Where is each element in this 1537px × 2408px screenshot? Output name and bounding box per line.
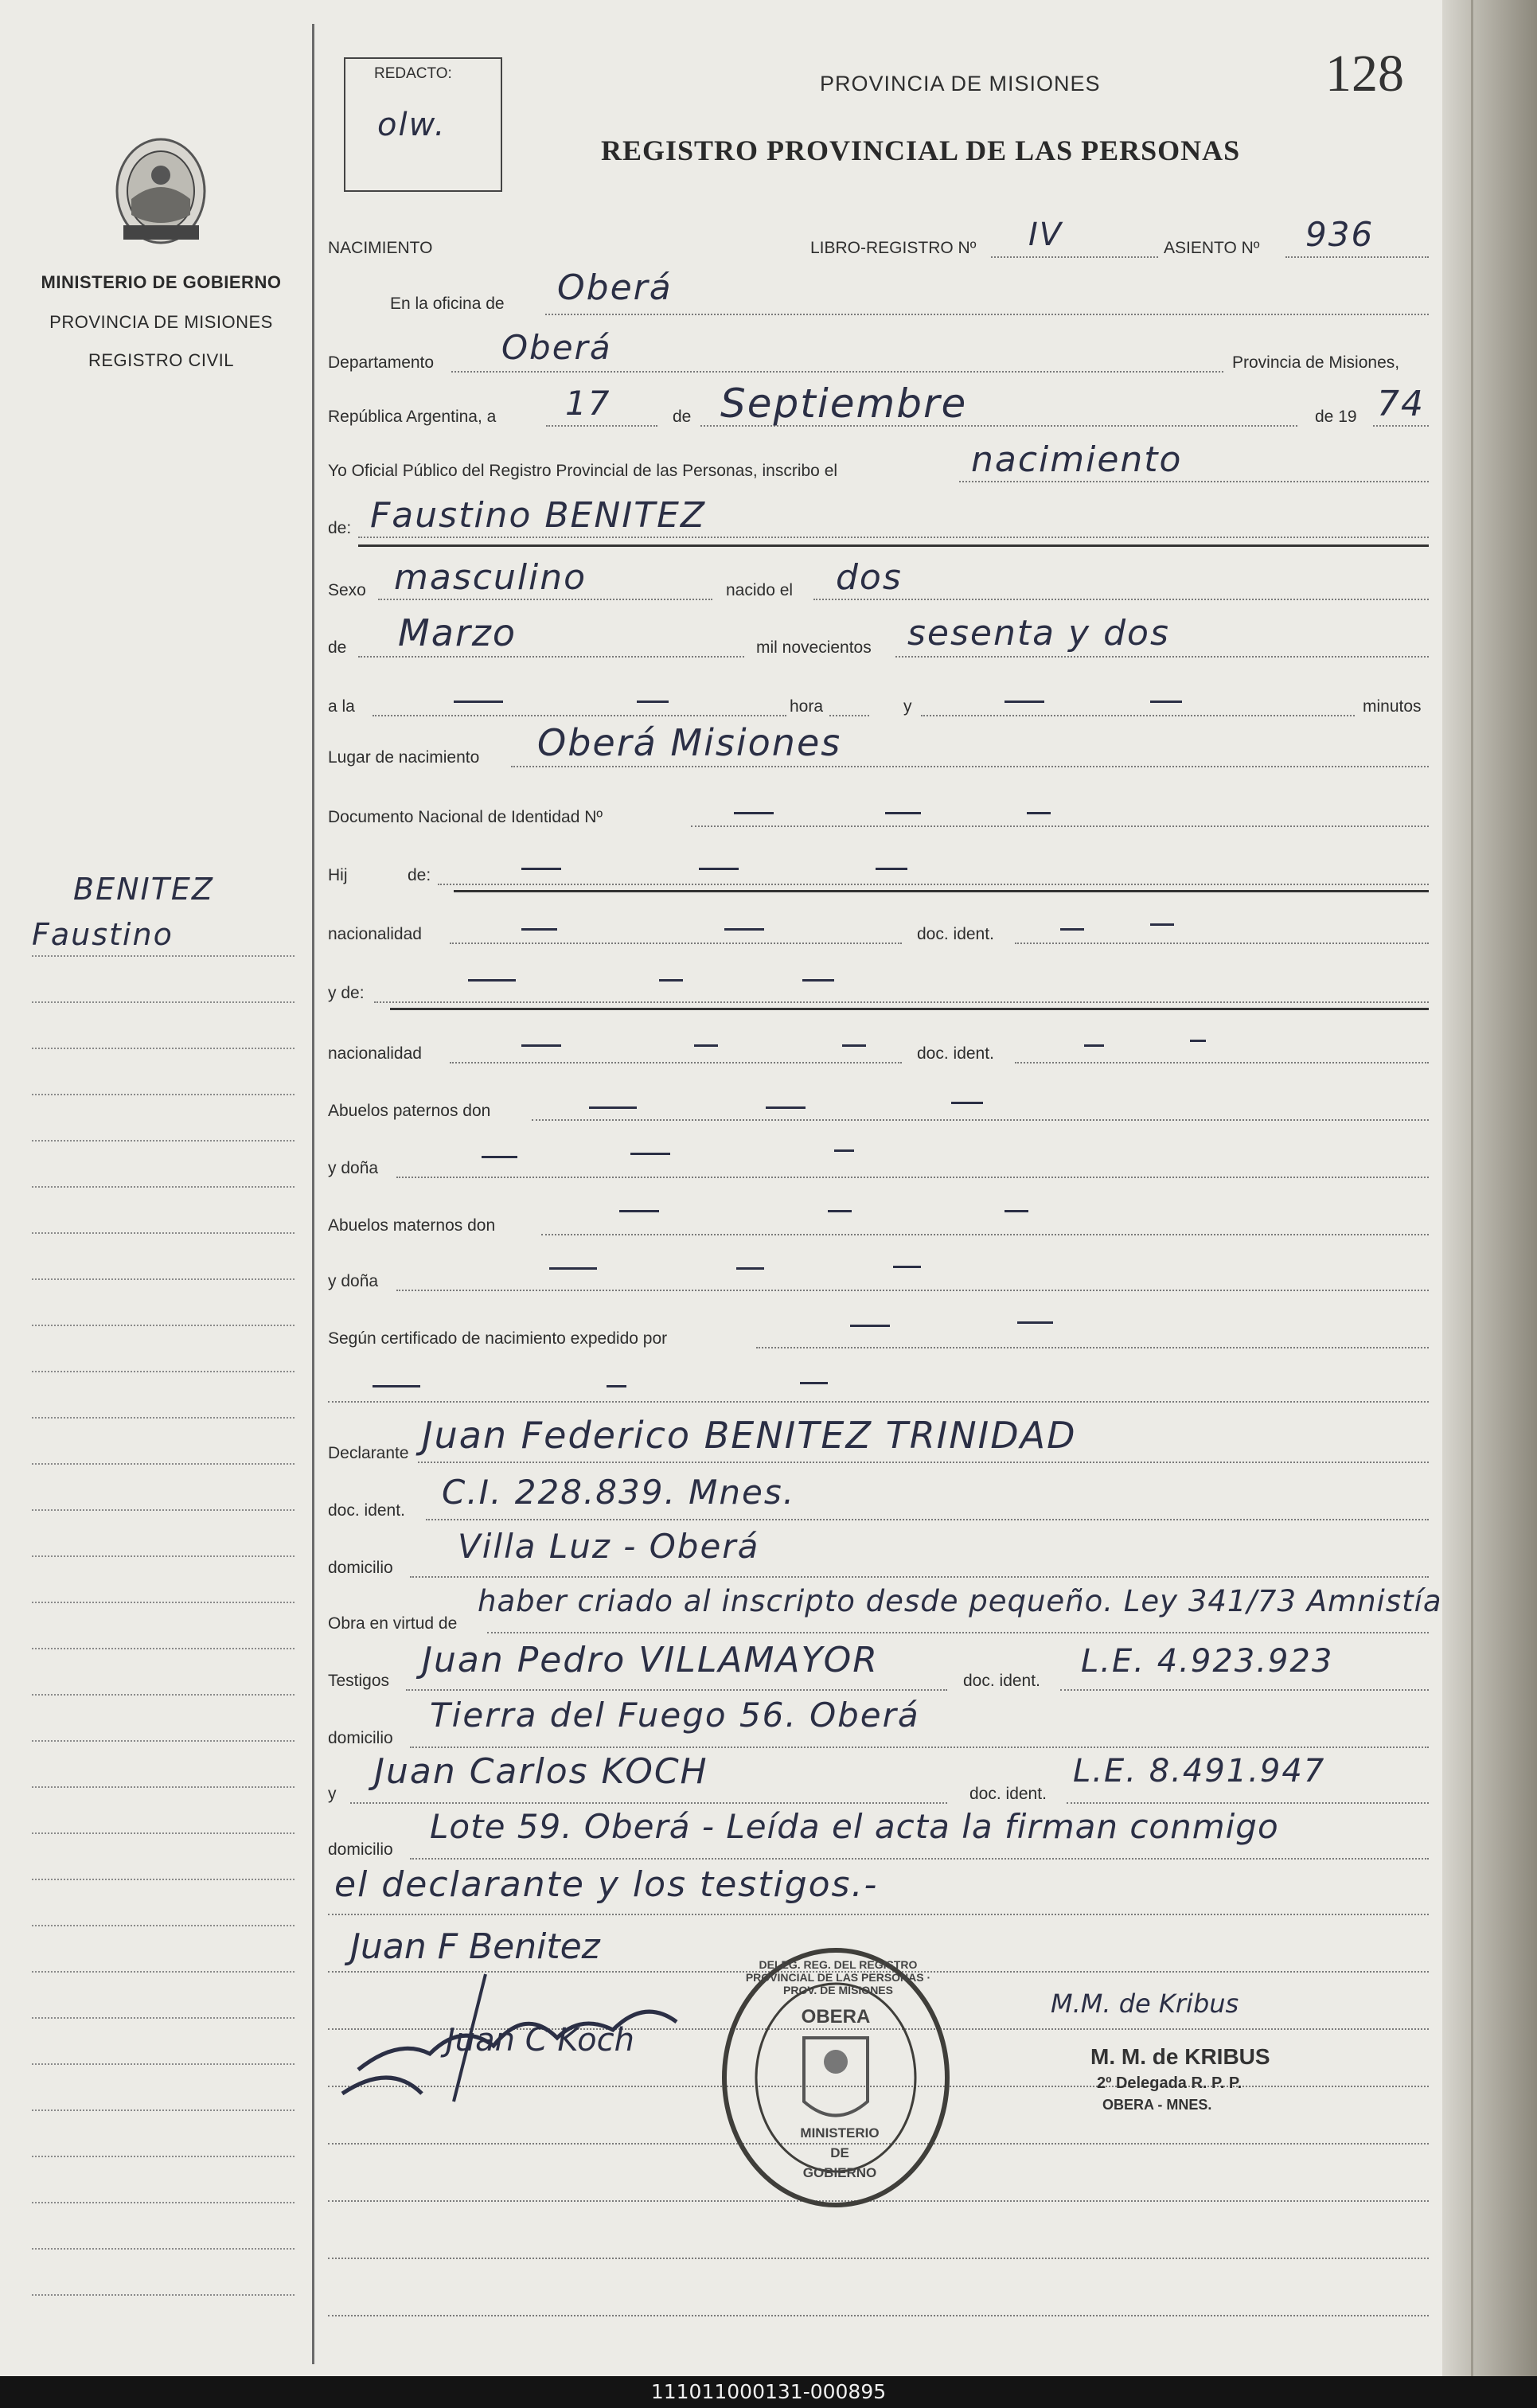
y-dona2-label: y doña bbox=[328, 1272, 379, 1290]
margin-line bbox=[32, 1832, 295, 1834]
mes-nac-line bbox=[358, 656, 744, 658]
doc-ident4-label: doc. ident. bbox=[963, 1672, 1040, 1690]
yde-dotted-line bbox=[374, 1001, 1429, 1003]
libro-label: LIBRO-REGISTRO Nº bbox=[810, 239, 977, 257]
doc-ident3-label: doc. ident. bbox=[328, 1501, 405, 1520]
mes-nac-value: Marzo bbox=[398, 611, 517, 654]
mes-value: Septiembre bbox=[720, 381, 968, 427]
blank-dash bbox=[834, 1149, 854, 1152]
margin-line bbox=[32, 1371, 295, 1372]
blank-dash bbox=[1005, 701, 1044, 703]
blank-dash bbox=[521, 928, 557, 931]
dni-line bbox=[691, 825, 1429, 827]
y2-label: y bbox=[328, 1785, 337, 1803]
blank-dash bbox=[885, 812, 921, 814]
declarante-doc: C.I. 228.839. Mnes. bbox=[442, 1473, 796, 1512]
margin-line bbox=[32, 1509, 295, 1511]
blank-dash bbox=[842, 1044, 866, 1047]
margin-line bbox=[32, 1140, 295, 1142]
margin-line bbox=[32, 1648, 295, 1649]
signature-line bbox=[328, 2315, 1429, 2316]
domicilio2-label: domicilio bbox=[328, 1729, 393, 1747]
margin-line bbox=[32, 1325, 295, 1326]
inscribo-value: nacimiento bbox=[971, 439, 1183, 480]
declarante-signature: Juan F Benitez bbox=[350, 1926, 600, 1967]
blank-dash bbox=[1060, 928, 1084, 931]
doc-ident5-label: doc. ident. bbox=[969, 1785, 1047, 1803]
testigo1-domicilio: Tierra del Fuego 56. Oberá bbox=[430, 1696, 920, 1735]
margin-line bbox=[32, 2017, 295, 2019]
blank-dash bbox=[373, 1385, 420, 1387]
margin-name: Faustino bbox=[32, 917, 174, 952]
blank-dash bbox=[454, 701, 503, 703]
redacto-box bbox=[344, 57, 502, 192]
redacto-initials: olw. bbox=[377, 107, 447, 143]
a-la-line bbox=[373, 715, 786, 716]
hora-label: hora bbox=[790, 697, 824, 716]
testigo1-doc-line bbox=[1060, 1689, 1429, 1691]
testigo2-doc: L.E. 8.491.947 bbox=[1073, 1753, 1326, 1789]
blank-dash bbox=[468, 979, 516, 982]
segun-line-2 bbox=[328, 1401, 1429, 1403]
sexo-value: masculino bbox=[394, 557, 587, 598]
nombre-value: Faustino BENITEZ bbox=[370, 495, 707, 536]
doc-ident-line bbox=[1015, 943, 1429, 944]
margin-line bbox=[32, 1417, 295, 1419]
doc-ident2-label: doc. ident. bbox=[917, 1044, 994, 1063]
margin-line bbox=[32, 1094, 295, 1095]
blank-dash bbox=[699, 868, 739, 870]
margin-line bbox=[32, 1786, 295, 1788]
blank-dash bbox=[802, 979, 834, 982]
oficina-label: En la oficina de bbox=[390, 295, 505, 313]
blank-dash bbox=[893, 1266, 921, 1268]
dia-line bbox=[546, 425, 657, 427]
blank-dash bbox=[734, 812, 774, 814]
blank-dash bbox=[1150, 923, 1174, 926]
blank-dash bbox=[619, 1210, 659, 1212]
declarante-value: Juan Federico BENITEZ TRINIDAD bbox=[422, 1414, 1077, 1457]
departamento-line bbox=[451, 371, 1223, 373]
a-la-label: a la bbox=[328, 697, 355, 716]
obra-value: haber criado al inscripto desde pequeño. Ley 341/73 Amnistía bbox=[478, 1584, 1442, 1618]
de3-label: de bbox=[328, 638, 347, 657]
minutos-label: minutos bbox=[1363, 697, 1422, 716]
margin-line bbox=[32, 2156, 295, 2157]
domicilio3-label: domicilio bbox=[328, 1840, 393, 1859]
anio-nac-line bbox=[895, 656, 1429, 658]
declarante-label: Declarante bbox=[328, 1444, 409, 1462]
doc-ident2-line bbox=[1015, 1062, 1429, 1064]
archive-code: 111011000131-000895 bbox=[0, 2376, 1537, 2408]
dni-label: Documento Nacional de Identidad Nº bbox=[328, 808, 603, 826]
witness-signature: Juan C Koch bbox=[446, 2022, 634, 2059]
oficina-line bbox=[545, 314, 1429, 315]
ministry-label: MINISTERIO DE GOBIERNO bbox=[41, 272, 282, 292]
provincia-suffix: Provincia de Misiones, bbox=[1232, 353, 1400, 372]
margin-line bbox=[32, 2063, 295, 2065]
blank-dash bbox=[630, 1153, 670, 1155]
blank-dash bbox=[607, 1385, 626, 1387]
testigos-label: Testigos bbox=[328, 1672, 390, 1690]
margin-line bbox=[32, 1463, 295, 1465]
anio-prefix: de 19 bbox=[1315, 408, 1357, 426]
closing-line bbox=[328, 1914, 1429, 1915]
y-dona2-line bbox=[396, 1290, 1429, 1291]
blank-dash bbox=[1084, 1044, 1104, 1047]
margin-line bbox=[32, 2202, 295, 2203]
nacido-value: dos bbox=[836, 557, 903, 598]
blank-dash bbox=[766, 1106, 806, 1109]
blank-dash bbox=[589, 1106, 637, 1109]
oficina-value: Oberá bbox=[557, 267, 673, 308]
declarante-line bbox=[418, 1462, 1429, 1463]
blank-dash bbox=[736, 1267, 764, 1270]
header-province: PROVINCIA DE MISIONES bbox=[820, 72, 1101, 96]
yo-oficial-label: Yo Oficial Público del Registro Provincial de las Personas, inscribo el bbox=[328, 462, 838, 480]
anio-value: 74 bbox=[1377, 384, 1425, 424]
de-label: de bbox=[673, 408, 692, 426]
inscribo-line bbox=[959, 481, 1429, 482]
declarante-domicilio: Villa Luz - Oberá bbox=[458, 1527, 760, 1566]
margin-line bbox=[32, 1048, 295, 1049]
margin-line bbox=[32, 1001, 295, 1003]
blank-dash bbox=[800, 1382, 828, 1384]
mil-label: mil novecientos bbox=[756, 638, 872, 657]
margin-line bbox=[32, 2109, 295, 2111]
blank-dash bbox=[694, 1044, 718, 1047]
nombre-dotted-line bbox=[358, 537, 1429, 538]
hij-solid-line bbox=[454, 890, 1429, 892]
lugar-label: Lugar de nacimiento bbox=[328, 748, 480, 767]
blank-dash bbox=[828, 1210, 852, 1212]
asiento-label: ASIENTO Nº bbox=[1164, 239, 1260, 257]
nacionalidad-line bbox=[450, 943, 902, 944]
blank-dash bbox=[482, 1156, 517, 1158]
province-label: PROVINCIA DE MISIONES bbox=[49, 312, 273, 332]
declarante-doc-line bbox=[426, 1519, 1429, 1520]
margin-line bbox=[32, 1740, 295, 1742]
stamp-top-text: OBERA bbox=[801, 2006, 871, 2027]
segun-line bbox=[756, 1347, 1429, 1348]
page-number: 128 bbox=[1325, 45, 1404, 103]
margin-divider bbox=[312, 24, 314, 2364]
margin-line bbox=[32, 1278, 295, 1280]
y-dona-label: y doña bbox=[328, 1159, 379, 1177]
margin-line bbox=[32, 2294, 295, 2296]
blank-dash bbox=[876, 868, 907, 870]
blank-dash bbox=[659, 979, 683, 982]
hora-line bbox=[829, 715, 869, 716]
y-line bbox=[921, 715, 1355, 716]
margin-line bbox=[32, 1602, 295, 1603]
blank-dash bbox=[521, 1044, 561, 1047]
provincial-coat-of-arms-icon bbox=[107, 131, 215, 251]
testigo2-value: Juan Carlos KOCH bbox=[374, 1751, 708, 1792]
testigo2-domicilio-line bbox=[410, 1858, 1429, 1860]
sexo-label: Sexo bbox=[328, 581, 366, 599]
margin-line bbox=[32, 1186, 295, 1188]
margin-line bbox=[32, 1232, 295, 1234]
blank-dash bbox=[549, 1267, 597, 1270]
nacionalidad2-line bbox=[450, 1062, 902, 1064]
libro-value: IV bbox=[1028, 217, 1063, 253]
margin-line bbox=[32, 1694, 295, 1696]
testigo1-domicilio-line bbox=[410, 1746, 1429, 1748]
margin-line bbox=[32, 1555, 295, 1557]
testigo2-doc-line bbox=[1067, 1802, 1429, 1804]
lugar-value: Oberá Misiones bbox=[537, 721, 842, 764]
de4-label: de: bbox=[408, 866, 431, 884]
page-title: REGISTRO PROVINCIAL DE LAS PERSONAS bbox=[601, 135, 1241, 166]
stamp-inner-text-2: DE bbox=[830, 2145, 849, 2160]
official-signature: M.M. de Kribus bbox=[1051, 1988, 1239, 2019]
official-title: 2º Delegada R. P. P. bbox=[1097, 2074, 1242, 2092]
stamp-ring-text: DELEG. REG. DEL REGISTRO PROVINCIAL DE LAS PERSONAS · PROV. DE MISIONES bbox=[745, 1958, 931, 1996]
departamento-value: Oberá bbox=[501, 328, 612, 367]
nombre-solid-line bbox=[358, 544, 1429, 547]
yde-label: y de: bbox=[328, 984, 365, 1002]
margin-line bbox=[32, 2248, 295, 2250]
nacionalidad-label: nacionalidad bbox=[328, 925, 422, 943]
declarante-domicilio-line bbox=[410, 1576, 1429, 1578]
margin-line bbox=[32, 1971, 295, 1973]
anio-nac-value: sesenta y dos bbox=[907, 613, 1170, 654]
asiento-value: 936 bbox=[1305, 215, 1375, 254]
libro-line bbox=[991, 256, 1158, 258]
margin-line bbox=[32, 955, 295, 957]
nacimiento-label: NACIMIENTO bbox=[328, 239, 433, 257]
yde-solid-line bbox=[390, 1008, 1429, 1010]
abuelos-p-label: Abuelos paternos don bbox=[328, 1102, 491, 1120]
blank-dash bbox=[951, 1102, 983, 1104]
stamp-inner-text-1: MINISTERIO bbox=[800, 2125, 880, 2141]
blank-dash bbox=[1017, 1321, 1053, 1324]
redacto-label: REDACTO: bbox=[374, 65, 452, 82]
nacido-label: nacido el bbox=[726, 581, 794, 599]
abuelos-m-label: Abuelos maternos don bbox=[328, 1216, 496, 1235]
anio-line bbox=[1373, 425, 1429, 427]
blank-dash bbox=[637, 701, 669, 703]
obra-label: Obra en virtud de bbox=[328, 1614, 458, 1633]
registry-label: REGISTRO CIVIL bbox=[88, 350, 235, 370]
y-label: y bbox=[903, 697, 912, 716]
obra-line bbox=[487, 1632, 1429, 1633]
testigo1-line bbox=[406, 1689, 947, 1691]
dia-value: 17 bbox=[565, 384, 611, 423]
blank-dash bbox=[1190, 1040, 1206, 1042]
nacionalidad2-label: nacionalidad bbox=[328, 1044, 422, 1063]
testigo1-value: Juan Pedro VILLAMAYOR bbox=[422, 1640, 879, 1680]
margin-surname: BENITEZ bbox=[73, 872, 214, 907]
hij-dotted-line bbox=[438, 884, 1429, 885]
republica-label: República Argentina, a bbox=[328, 408, 497, 426]
blank-dash bbox=[521, 868, 561, 870]
asiento-line bbox=[1285, 256, 1429, 258]
book-page-edge bbox=[1442, 0, 1537, 2376]
lugar-line bbox=[511, 766, 1429, 767]
official-name: M. M. de KRIBUS bbox=[1090, 2044, 1270, 2069]
testigo2-domicilio: Lote 59. Oberá - Leída el acta la firman conmigo bbox=[430, 1807, 1279, 1846]
y-dona-line bbox=[396, 1177, 1429, 1178]
closing-value: el declarante y los testigos.- bbox=[334, 1864, 879, 1905]
abuelos-p-line bbox=[532, 1119, 1429, 1121]
sexo-line bbox=[378, 599, 712, 600]
blank-dash bbox=[1027, 812, 1051, 814]
hij-label: Hij bbox=[328, 866, 348, 884]
official-place: OBERA - MNES. bbox=[1102, 2097, 1212, 2113]
margin-line bbox=[32, 1879, 295, 1880]
testigo2-line bbox=[350, 1802, 947, 1804]
testigo1-doc: L.E. 4.923.923 bbox=[1081, 1643, 1334, 1680]
doc-ident-label: doc. ident. bbox=[917, 925, 994, 943]
de2-label: de: bbox=[328, 519, 352, 537]
signature-line bbox=[328, 2258, 1429, 2259]
domicilio-label: domicilio bbox=[328, 1559, 393, 1577]
abuelos-m-line bbox=[541, 1234, 1429, 1235]
blank-dash bbox=[1150, 701, 1182, 703]
book-page-edge-line bbox=[1471, 0, 1473, 2376]
departamento-label: Departamento bbox=[328, 353, 435, 372]
nacido-line bbox=[813, 599, 1429, 600]
blank-dash bbox=[724, 928, 764, 931]
margin-line bbox=[32, 1925, 295, 1926]
segun-label: Según certificado de nacimiento expedido por bbox=[328, 1329, 668, 1348]
blank-dash bbox=[850, 1325, 890, 1327]
blank-dash bbox=[1005, 1210, 1028, 1212]
stamp-inner-text-3: GOBIERNO bbox=[802, 2165, 877, 2180]
